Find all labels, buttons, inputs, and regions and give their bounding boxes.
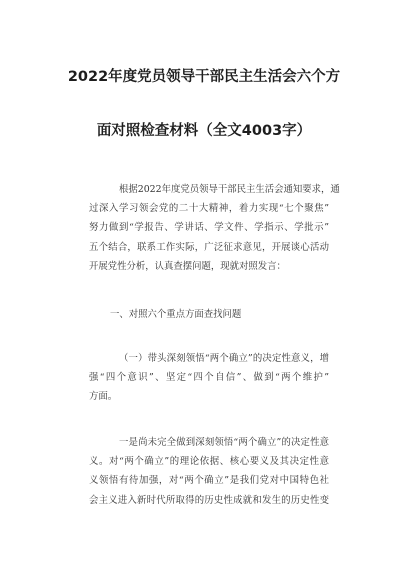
paragraph-line: （一）带头深刻领悟“两个确立”的决定性意义，增: [119, 353, 329, 364]
paragraph-line: 过深入学习领会党的二十大精神，着力实现“七个聚焦”: [89, 203, 329, 215]
paragraph-line: 五个结合，联系工作实际，广泛征求意见，开展谈心活动: [89, 241, 329, 253]
paragraph-line: 努力做到“学报告、学讲话、学文件、学指示、学批示”: [89, 222, 329, 234]
document-title-line-1: 2022年度党员领导干部民主生活会六个方: [67, 69, 341, 85]
section-heading: [110, 305, 350, 324]
paragraph-subheading: [89, 349, 329, 407]
paragraph-line: 方面。: [89, 391, 118, 403]
paragraph-line: 一是尚未完全做到深刻领悟“两个确立”的决定性意: [119, 437, 329, 448]
section-heading-text: 一、对照六个重点方面查找问题: [110, 309, 242, 320]
paragraph-line: 开展党性分析，认真查摆问题，现就对照发言：: [89, 260, 286, 272]
paragraph-line: 强“四个意识”、坚定“四个自信”、做到“两个维护”: [89, 372, 329, 384]
paragraph-line: 根据2022年度党员领导干部民主生活会通知要求，通: [119, 184, 340, 195]
paragraph-line: 义。对“两个确立”的理论依据、核心要义及其决定性意: [89, 456, 329, 468]
paragraph-line: 义领悟有待加强，对“两个确立”是我们党对中国特色社: [89, 475, 329, 487]
paragraph-intro: [89, 180, 340, 276]
paragraph-body: [89, 433, 329, 510]
paragraph-line: 会主义进入新时代所取得的历史性成就和发生的历史性变: [89, 494, 329, 506]
document-title-line-2: 面对照检查材料（全文4003字）: [96, 123, 312, 139]
